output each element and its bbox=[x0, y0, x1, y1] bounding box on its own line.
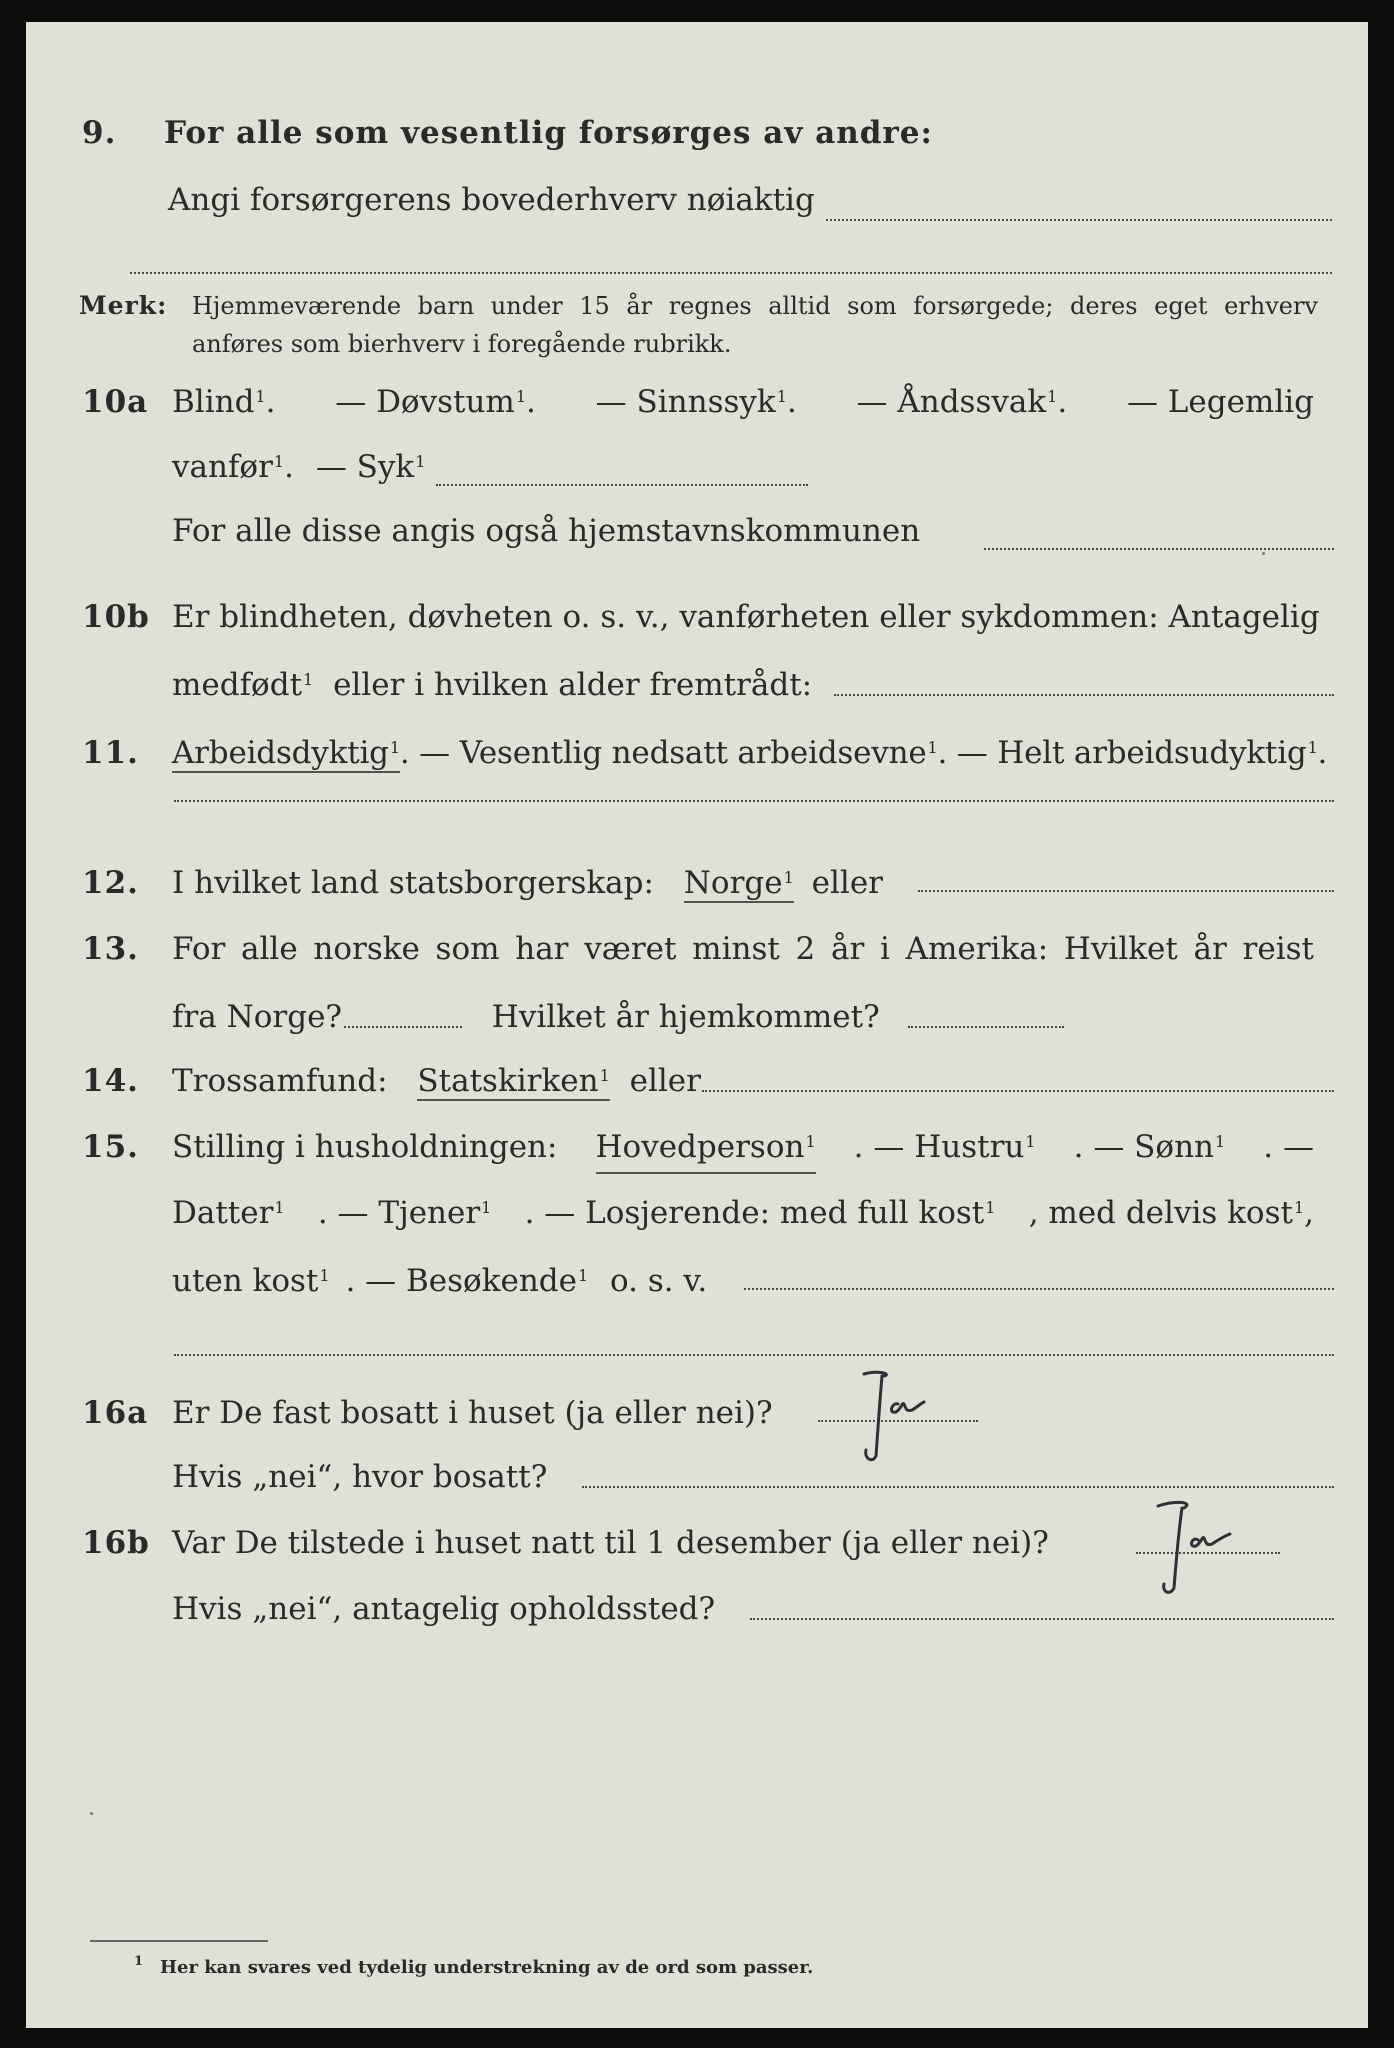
q15-line-2-text bbox=[172, 1188, 1314, 1238]
q11-options bbox=[172, 728, 1328, 778]
q14-answer-line[interactable] bbox=[702, 1090, 1334, 1092]
q13-line-2-text bbox=[172, 992, 1314, 1042]
q10a-syk-answer-line[interactable] bbox=[436, 484, 808, 486]
q16b-number: 16b bbox=[82, 1525, 150, 1561]
q16a-line-1 bbox=[26, 1388, 1368, 1438]
q10b-line-2 bbox=[26, 660, 1368, 710]
q12-eller: eller bbox=[811, 865, 883, 901]
q9-answer-line[interactable] bbox=[826, 219, 1332, 221]
paper-speck bbox=[1262, 552, 1265, 555]
q16a-question: Er De fast bosatt i huset (ja eller nei)? bbox=[172, 1395, 773, 1431]
q10a-options bbox=[172, 377, 1314, 427]
q10b-answer-line[interactable] bbox=[834, 694, 1334, 696]
option-besokende[interactable]: . — Besøkende$^1$ bbox=[345, 1263, 589, 1299]
option-dovstum[interactable]: — Døvstum$^1$. bbox=[335, 384, 536, 420]
option-legemlig[interactable]: — Legemlig bbox=[1126, 384, 1314, 420]
option-medfodt[interactable]: medfødt$^1$ bbox=[172, 667, 314, 703]
option-udyktig[interactable]: . — Helt arbeidsudyktig$^1$ bbox=[937, 735, 1318, 771]
merk-line-1 bbox=[26, 286, 1368, 326]
q14-eller: eller bbox=[629, 1063, 701, 1099]
merk-line-2 bbox=[26, 324, 1368, 364]
q15-line-3-text bbox=[172, 1256, 1314, 1306]
option-delvis-kost[interactable]: , med delvis kost$^1$, bbox=[1028, 1195, 1314, 1231]
q13-number: 13. bbox=[82, 931, 139, 967]
q15-osv: o. s. v. bbox=[610, 1263, 708, 1299]
option-full-kost[interactable]: . — Losjerende: med full kost$^1$ bbox=[524, 1195, 996, 1231]
q13-reist-answer-line[interactable] bbox=[344, 1026, 462, 1028]
q10b-alder-question: eller i hvilken alder fremtrådt: bbox=[333, 667, 813, 703]
q15-number: 15. bbox=[82, 1129, 139, 1165]
q13-line-2 bbox=[26, 992, 1368, 1042]
q14-line bbox=[26, 1056, 1368, 1106]
q13-hjemkommet-answer-line[interactable] bbox=[908, 1026, 1064, 1028]
option-sinnssyk[interactable]: — Sinnssyk$^1$. bbox=[595, 384, 797, 420]
q10a-hjemstavn-answer-line[interactable] bbox=[984, 548, 1334, 550]
q16a-bosatt-answer-line[interactable] bbox=[582, 1486, 1334, 1488]
q14-number: 14. bbox=[82, 1063, 139, 1099]
option-andssvak[interactable]: — Åndssvak$^1$. bbox=[856, 384, 1068, 420]
option-syk[interactable]: — Syk$^1$ bbox=[315, 449, 426, 485]
option-vanfor[interactable]: vanfør$^1$. bbox=[172, 449, 294, 485]
q15-line-2 bbox=[26, 1188, 1368, 1238]
option-tjener[interactable]: . — Tjener$^1$ bbox=[317, 1195, 492, 1231]
q10b-line-2-text bbox=[172, 660, 1314, 710]
q13-reist-question: fra Norge? bbox=[172, 999, 343, 1035]
merk-text-2: anføres som bierhverv i foregående rubrikk. bbox=[192, 330, 732, 358]
merk-text-1: Hjemmeværende barn under 15 år regnes alltid som forsørgede; deres eget erhverv bbox=[192, 292, 1318, 320]
option-statskirken-underlined[interactable]: Statskirken$^1$ bbox=[417, 1063, 610, 1099]
q16a-bosatt-question: Hvis „nei“, hvor bosatt? bbox=[172, 1459, 548, 1495]
q9-question: Angi forsørgerens bovederhverv nøiaktig bbox=[168, 182, 815, 218]
q15-line-3 bbox=[26, 1256, 1368, 1306]
option-uten-kost[interactable]: uten kost$^1$ bbox=[172, 1263, 330, 1299]
footnote-mark: 1 bbox=[134, 1954, 144, 1969]
q14-question: Trossamfund: bbox=[172, 1063, 388, 1099]
q14-text bbox=[172, 1056, 1314, 1106]
q11-number: 11. bbox=[82, 735, 139, 771]
q9-heading-line bbox=[26, 108, 1368, 158]
option-hovedperson-underlined[interactable]: Hovedperson$^1$ bbox=[596, 1122, 816, 1174]
option-hustru[interactable]: . — Hustru$^1$ bbox=[853, 1129, 1036, 1165]
option-nedsatt[interactable]: . — Vesentlig nedsatt arbeidsevne$^1$ bbox=[399, 735, 938, 771]
q11-answer-line[interactable] bbox=[174, 800, 1334, 802]
q16a-line-2 bbox=[26, 1452, 1368, 1502]
option-datter[interactable]: Datter$^1$ bbox=[172, 1195, 285, 1231]
q9-answer-line-2[interactable] bbox=[130, 272, 1332, 274]
q16b-opholdssted-question: Hvis „nei“, antagelig opholdssted? bbox=[172, 1591, 716, 1627]
q11-period: . bbox=[1317, 735, 1328, 771]
q16b-question: Var De tilstede i huset natt til 1 desember (ja eller nei)? bbox=[172, 1525, 1049, 1561]
q12-question: I hvilket land statsborgerskap: bbox=[172, 865, 654, 901]
q15-answer-line-2[interactable] bbox=[174, 1354, 1334, 1356]
option-norge-underlined[interactable]: Norge$^1$ bbox=[683, 865, 794, 901]
q16b-opholdssted-answer-line[interactable] bbox=[750, 1618, 1334, 1620]
option-blind[interactable]: Blind$^1$. bbox=[172, 384, 276, 420]
q16b-line-2 bbox=[26, 1584, 1368, 1634]
q11-line bbox=[26, 728, 1368, 778]
q13-question: For alle norske som har været minst 2 år i Amerika: Hvilket år reist bbox=[172, 931, 1314, 967]
q9-heading: For alle som vesentlig forsørges av andre: bbox=[164, 115, 933, 151]
footnote-line bbox=[26, 1948, 1368, 1988]
q10b-number: 10b bbox=[82, 599, 150, 635]
q10a-hjemstavn-question: For alle disse angis også hjemstavnskommunen bbox=[172, 513, 921, 549]
option-arbeidsdyktig-underlined[interactable]: Arbeidsdyktig$^1$ bbox=[172, 735, 400, 771]
q10a-line-1 bbox=[26, 377, 1368, 427]
q12-number: 12. bbox=[82, 865, 139, 901]
q15-answer-line[interactable] bbox=[744, 1288, 1334, 1290]
form-page bbox=[26, 22, 1368, 2028]
q15-line-1-text bbox=[172, 1122, 1314, 1174]
option-sonn[interactable]: . — Sønn$^1$ bbox=[1073, 1129, 1226, 1165]
q10b-line-1 bbox=[26, 592, 1368, 642]
q10b-question: Er blindheten, døvheten o. s. v., vanførheten eller sykdommen: Antagelig bbox=[172, 599, 1320, 635]
q13-line-1 bbox=[26, 924, 1368, 974]
q15-line-1 bbox=[26, 1122, 1368, 1172]
q13-hjemkommet-question: Hvilket år hjemkommet? bbox=[491, 999, 880, 1035]
merk-label: Merk: bbox=[79, 291, 168, 320]
q16a-number: 16a bbox=[82, 1395, 149, 1431]
q10a-number: 10a bbox=[82, 384, 149, 420]
q9-number: 9. bbox=[82, 115, 117, 151]
q12-answer-line[interactable] bbox=[918, 890, 1334, 892]
footnote-rule bbox=[90, 1940, 268, 1942]
q15-question: Stilling i husholdningen: bbox=[172, 1129, 558, 1165]
footnote-text: Her kan svares ved tydelig understrekning av de ord som passer. bbox=[160, 1957, 814, 1978]
q12-line bbox=[26, 858, 1368, 908]
q15-dash: . — bbox=[1263, 1129, 1314, 1165]
q9-question-line bbox=[26, 175, 1368, 225]
paper-speck bbox=[90, 1812, 93, 1815]
q12-text bbox=[172, 858, 1314, 908]
